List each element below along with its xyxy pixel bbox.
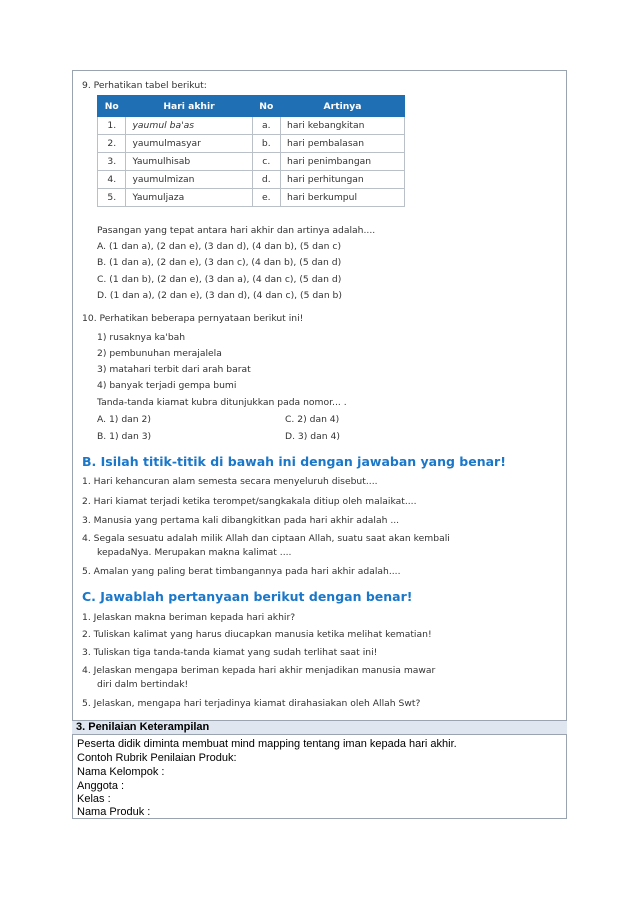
section-title-text: Isilah titik-titik di bawah ini dengan jawaban yang benar!: [100, 454, 506, 469]
table-cell: c.: [252, 153, 280, 171]
col-header: Artinya: [281, 96, 405, 117]
b-item: 5. Amalan yang paling berat timbangannya pada hari akhir adalah....: [82, 566, 401, 577]
q9-prompt: 9. Perhatikan tabel berikut:: [82, 80, 207, 91]
table-cell: yaumulmizan: [126, 171, 252, 189]
col-header: Hari akhir: [126, 96, 252, 117]
c-item-continued: diri dalm bertindak!: [97, 679, 189, 690]
q9-option-b: B. (1 dan a), (2 dan e), (3 dan c), (4 dan b), (5 dan d): [97, 257, 342, 268]
penilaian-header: 3. Penilaian Keterampilan: [72, 720, 567, 735]
table-row: [98, 171, 405, 189]
q10-option-a: A. 1) dan 2): [97, 414, 151, 425]
q10-option-d: D. 3) dan 4): [285, 431, 340, 442]
col-header: No: [252, 96, 280, 117]
table-row: [98, 135, 405, 153]
table-row: [98, 153, 405, 171]
table-cell: hari berkumpul: [281, 189, 405, 207]
table-cell: hari kebangkitan: [281, 117, 405, 135]
col-header: No: [98, 96, 126, 117]
table-cell: 4.: [98, 171, 126, 189]
table-cell: yaumul ba'as: [126, 117, 252, 135]
section-title-text: Jawablah pertanyaan berikut dengan benar!: [100, 589, 413, 604]
q9-option-d: D. (1 dan a), (2 dan e), (3 dan d), (4 dan c), (5 dan b): [97, 290, 342, 301]
table-cell: hari perhitungan: [281, 171, 405, 189]
q9-question: Pasangan yang tepat antara hari akhir dan artinya adalah....: [97, 225, 376, 236]
penilaian-line: Contoh Rubrik Penilaian Produk:: [77, 752, 237, 764]
table-cell: Yaumuljaza: [126, 189, 252, 207]
b-item-continued: kepadaNya. Merupakan makna kalimat ....: [97, 547, 292, 558]
q10-item: 3) matahari terbit dari arah barat: [97, 364, 251, 375]
section-b-title: [82, 454, 506, 469]
table-cell: hari pembalasan: [281, 135, 405, 153]
table-row: [98, 189, 405, 207]
q10-option-c: C. 2) dan 4): [285, 414, 340, 425]
q10-item: 1) rusaknya ka'bah: [97, 332, 186, 343]
table-cell: a.: [252, 117, 280, 135]
table-cell: 2.: [98, 135, 126, 153]
penilaian-line: Kelas :: [77, 793, 111, 805]
table-cell: e.: [252, 189, 280, 207]
section-letter: B.: [82, 454, 97, 469]
section-c-title: [82, 589, 412, 604]
table-cell: hari penimbangan: [281, 153, 405, 171]
penilaian-line: Nama Kelompok :: [77, 766, 165, 778]
q10-question: Tanda-tanda kiamat kubra ditunjukkan pada nomor... .: [97, 397, 347, 408]
c-item: 5. Jelaskan, mengapa hari terjadinya kiamat dirahasiakan oleh Allah Swt?: [82, 698, 421, 709]
penilaian-line: Anggota :: [77, 780, 125, 792]
q10-item: 4) banyak terjadi gempa bumi: [97, 380, 237, 391]
table-cell: d.: [252, 171, 280, 189]
hari-akhir-table: [97, 95, 405, 207]
q10-item: 2) pembunuhan merajalela: [97, 348, 222, 359]
q9-option-a: A. (1 dan a), (2 dan e), (3 dan d), (4 dan b), (5 dan c): [97, 241, 342, 252]
c-item: 3. Tuliskan tiga tanda-tanda kiamat yang sudah terlihat saat ini!: [82, 647, 378, 658]
table-row: [98, 117, 405, 135]
section-letter: C.: [82, 589, 96, 604]
b-item: 2. Hari kiamat terjadi ketika terompet/sangkakala ditiup oleh malaikat....: [82, 496, 417, 507]
penilaian-line: Nama Produk :: [77, 806, 151, 818]
penilaian-line: Peserta didik diminta membuat mind mapping tentang iman kepada hari akhir.: [77, 738, 457, 750]
table-cell: Yaumulhisab: [126, 153, 252, 171]
c-item: 2. Tuliskan kalimat yang harus diucapkan manusia ketika melihat kematian!: [82, 629, 432, 640]
c-item: 1. Jelaskan makna beriman kepada hari akhir?: [82, 612, 296, 623]
table-cell: 1.: [98, 117, 126, 135]
b-item: 3. Manusia yang pertama kali dibangkitkan pada hari akhir adalah ...: [82, 515, 400, 526]
table-cell: 3.: [98, 153, 126, 171]
table-header-row: [98, 96, 405, 117]
c-item: 4. Jelaskan mengapa beriman kepada hari akhir menjadikan manusia mawar: [82, 665, 436, 676]
b-item: 4. Segala sesuatu adalah milik Allah dan ciptaan Allah, suatu saat akan kembali: [82, 533, 450, 544]
q10-prompt: 10. Perhatikan beberapa pernyataan berikut ini!: [82, 313, 304, 324]
table-cell: yaumulmasyar: [126, 135, 252, 153]
q10-option-b: B. 1) dan 3): [97, 431, 152, 442]
q9-option-c: C. (1 dan b), (2 dan e), (3 dan a), (4 dan c), (5 dan d): [97, 274, 342, 285]
table-cell: 5.: [98, 189, 126, 207]
table-cell: b.: [252, 135, 280, 153]
b-item: 1. Hari kehancuran alam semesta secara menyeluruh disebut....: [82, 476, 378, 487]
